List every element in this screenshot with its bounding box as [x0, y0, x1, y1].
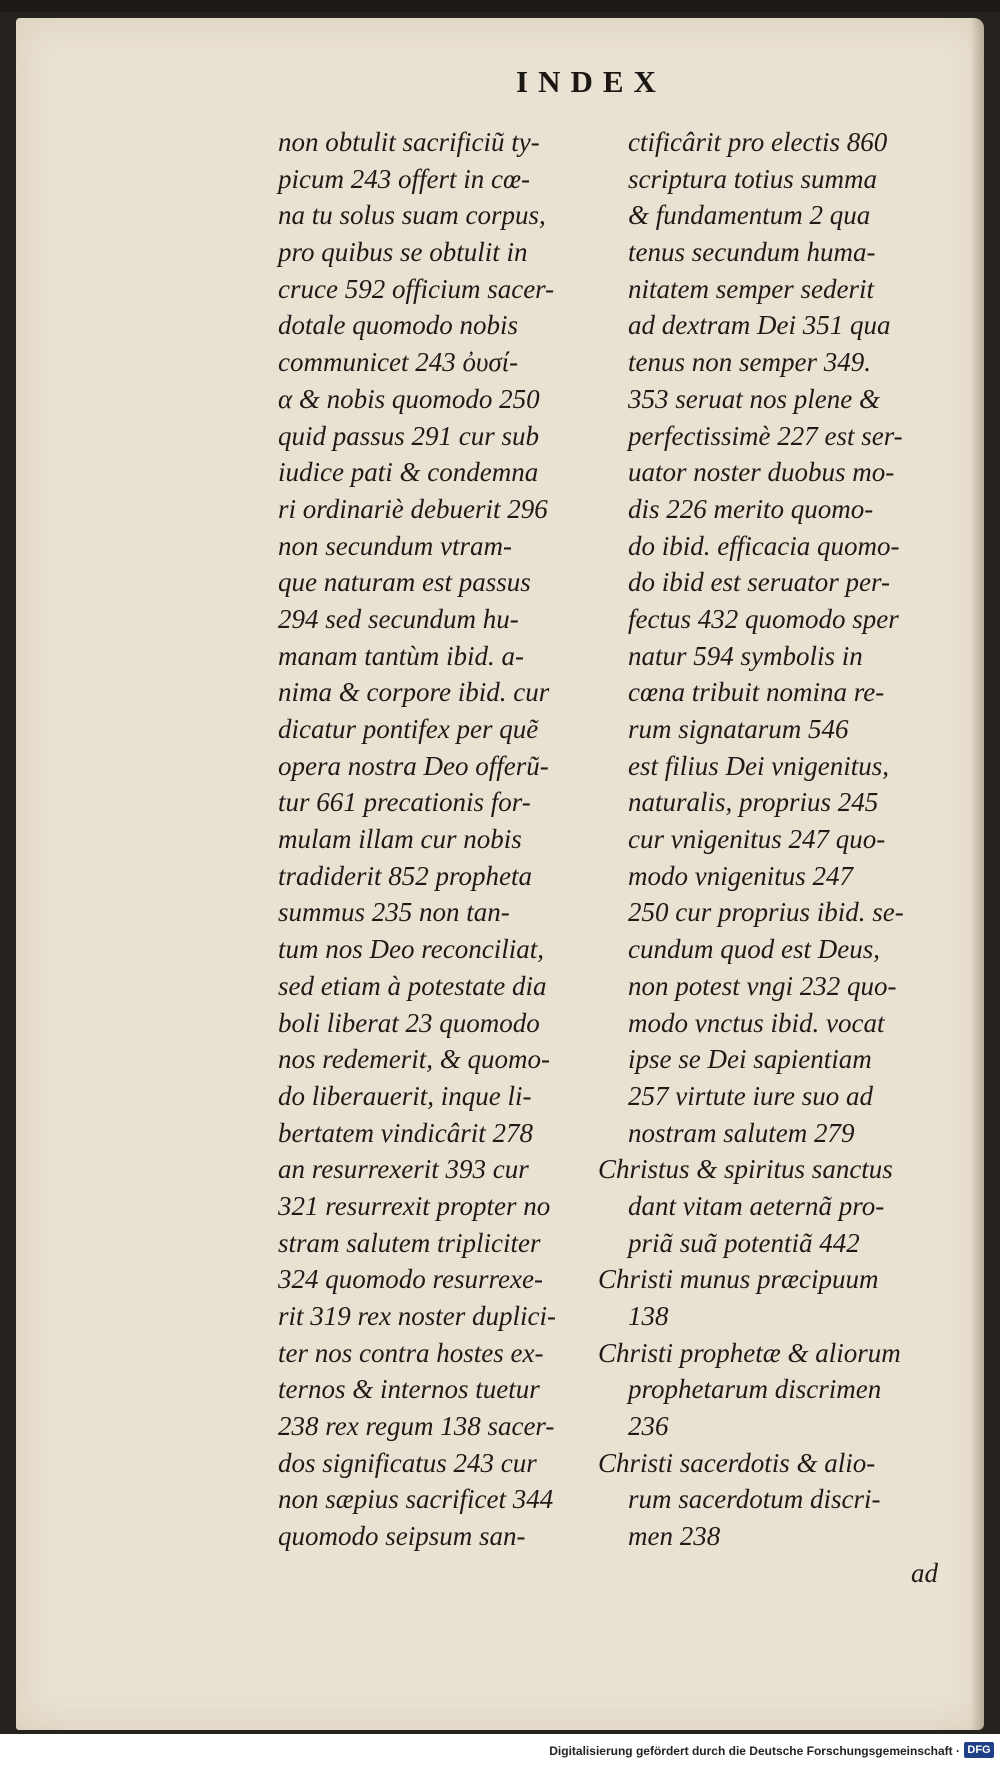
- left-line: quid passus 291 cur sub: [278, 420, 540, 451]
- right-line: cœna tribuit nomina re-: [628, 677, 885, 708]
- page-header: INDEX: [516, 64, 666, 99]
- right-line: fectus 432 quomodo sper: [628, 603, 899, 634]
- right-line: tenus non semper 349.: [628, 347, 871, 378]
- right-line: natur 594 symbolis in: [628, 640, 863, 671]
- right-line: do ibid. efficacia quomo-: [628, 530, 900, 561]
- left-line: dos significatus 243 cur: [278, 1447, 537, 1478]
- left-line: nos redemerit, & quomo-: [278, 1044, 550, 1075]
- right-line: 257 virtute iure suo ad: [628, 1080, 873, 1111]
- right-line: est filius Dei vnigenitus,: [628, 750, 889, 781]
- right-line: uator noster duobus mo-: [628, 457, 895, 488]
- left-line: picum 243 offert in cœ-: [278, 163, 530, 194]
- left-line: dotale quomodo nobis: [278, 310, 518, 341]
- index-entry-heading: Christi munus præcipuum: [598, 1264, 879, 1295]
- funding-credit: Digitalisierung gefördert durch die Deutsche Forschungsgemeinschaft ·: [549, 1744, 960, 1758]
- left-line: cruce 592 officium sacer-: [278, 273, 555, 304]
- footer-bar: [0, 1734, 1000, 1768]
- left-line: mulam illam cur nobis: [278, 824, 522, 855]
- right-line: rum signatarum 546: [628, 714, 849, 744]
- index-entry-heading: Christi sacerdotis & alio-: [598, 1447, 876, 1478]
- right-line: 138: [628, 1301, 669, 1331]
- right-line: 250 cur proprius ibid. se-: [628, 897, 904, 928]
- left-line: ternos & internos tuetur: [278, 1374, 540, 1405]
- left-line: stram salutem tripliciter: [278, 1227, 541, 1258]
- left-line: ter nos contra hostes ex-: [278, 1337, 544, 1368]
- right-line: non potest vngi 232 quo-: [628, 970, 897, 1001]
- top-border: [0, 0, 1000, 12]
- left-line: 324 quomodo resurrexe-: [278, 1264, 543, 1295]
- left-line: pro quibus se obtulit in: [278, 237, 528, 268]
- right-line: ipse se Dei sapientiam: [628, 1044, 872, 1075]
- dfg-logo-icon: DFG: [964, 1742, 994, 1758]
- left-line: non secundum vtram-: [278, 530, 512, 561]
- left-line: communicet 243 ὀυσί-: [278, 347, 519, 378]
- left-line: tradiderit 852 propheta: [278, 860, 532, 891]
- right-line: men 238: [628, 1521, 721, 1552]
- left-line: que naturam est passus: [278, 567, 531, 598]
- left-line: 238 rex regum 138 sacer-: [278, 1411, 555, 1442]
- right-line: priã suã potentiã 442: [628, 1227, 860, 1258]
- left-line: an resurrexerit 393 cur: [278, 1154, 529, 1185]
- right-line: tenus secundum huma-: [628, 237, 876, 268]
- right-line: modo vnctus ibid. vocat: [628, 1007, 885, 1038]
- right-line: nitatem semper sederit: [628, 273, 874, 304]
- left-line: non obtulit sacrificiũ ty-: [278, 127, 540, 157]
- index-entry-heading: Christus & spiritus sanctus: [598, 1154, 893, 1185]
- right-line: ad dextram Dei 351 qua: [628, 310, 891, 341]
- right-line: cur vnigenitus 247 quo-: [628, 824, 886, 855]
- right-line: 353 seruat nos plene &: [628, 383, 880, 414]
- left-line: 321 resurrexit propter no: [278, 1190, 551, 1221]
- right-column: [598, 124, 938, 1592]
- right-line: dis 226 merito quomo-: [628, 493, 874, 524]
- left-line: dicatur pontifex per quẽ: [278, 714, 539, 744]
- right-line: rum sacerdotum discri-: [628, 1484, 881, 1515]
- left-line: rit 319 rex noster duplici-: [278, 1301, 556, 1331]
- page-edge-shadow: [970, 18, 984, 1730]
- left-line: bertatem vindicârit 278: [278, 1117, 533, 1148]
- right-line: ctificârit pro electis 860: [628, 127, 888, 157]
- left-line: iudice pati & condemna: [278, 457, 539, 488]
- left-line: quomodo seipsum san-: [278, 1521, 526, 1552]
- right-line: scriptura totius summa: [628, 163, 878, 194]
- right-line: nostram salutem 279: [628, 1117, 855, 1148]
- right-line: ad: [911, 1557, 938, 1588]
- left-line: 294 sed secundum hu-: [278, 603, 519, 634]
- left-line: summus 235 non tan-: [278, 897, 510, 928]
- left-line: nima & corpore ibid. cur: [278, 677, 550, 708]
- left-line: sed etiam à potestate dia: [278, 970, 547, 1001]
- index-entry-heading: Christi prophetæ & aliorum: [598, 1337, 901, 1368]
- left-line: boli liberat 23 quomodo: [278, 1007, 540, 1038]
- left-line: opera nostra Deo offerũ-: [278, 750, 549, 781]
- right-line: & fundamentum 2 qua: [628, 200, 871, 231]
- left-line: do liberauerit, inque li-: [278, 1080, 532, 1111]
- left-line: manam tantùm ibid. a-: [278, 640, 524, 671]
- left-line: non sæpius sacrificet 344: [278, 1484, 554, 1515]
- right-line: naturalis, proprius 245: [628, 787, 879, 818]
- left-line: na tu solus suam corpus,: [278, 200, 546, 231]
- right-line: cundum quod est Deus,: [628, 934, 880, 965]
- right-line: dant vitam aeternã pro-: [628, 1190, 885, 1221]
- left-line: α & nobis quomodo 250: [278, 383, 540, 414]
- left-column: [278, 124, 588, 1555]
- right-line: perfectissimè 227 est ser-: [628, 420, 903, 451]
- left-line: tur 661 precationis for-: [278, 787, 531, 818]
- left-line: tum nos Deo reconciliat,: [278, 934, 544, 965]
- right-line: 236: [628, 1411, 669, 1442]
- right-line: do ibid est seruator per-: [628, 567, 890, 598]
- left-line: ri ordinariè debuerit 296: [278, 493, 548, 524]
- right-line: modo vnigenitus 247: [628, 860, 853, 891]
- right-line: prophetarum discrimen: [628, 1374, 882, 1405]
